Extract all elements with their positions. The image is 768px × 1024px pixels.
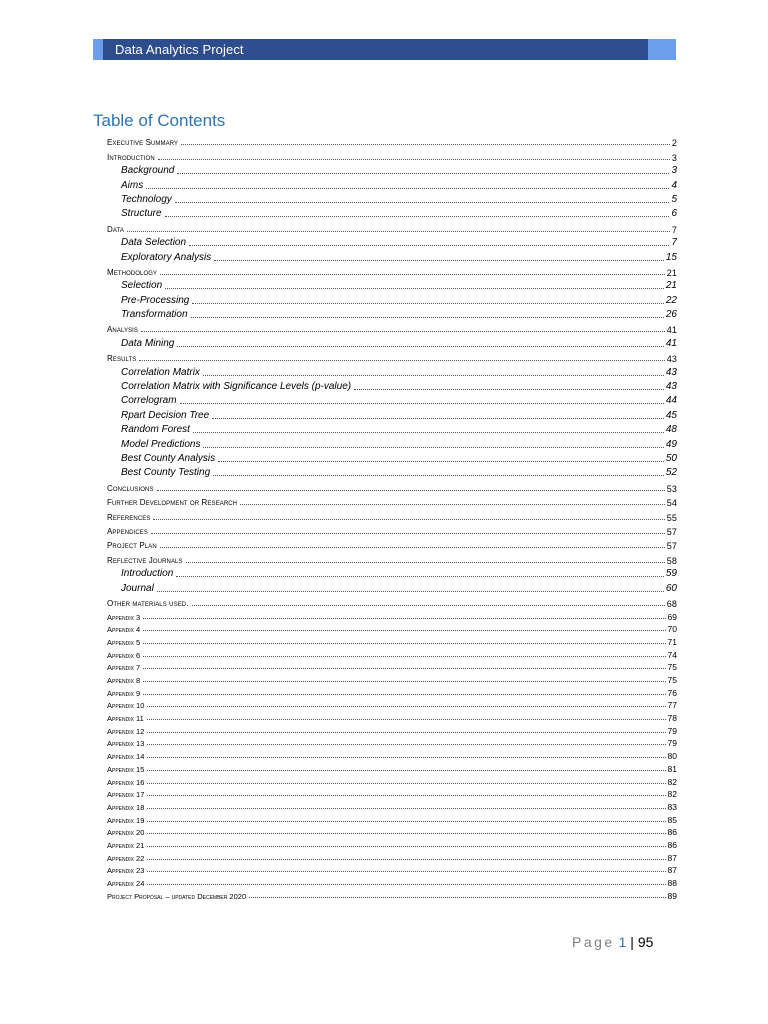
toc-entry-page: 43: [666, 354, 677, 365]
toc-list: [107, 134, 677, 901]
toc-dot-leader: [181, 143, 670, 145]
toc-dot-leader: [160, 273, 665, 275]
toc-entry-page: 57: [666, 526, 677, 537]
toc-entry-page: 86: [667, 839, 677, 850]
toc-entry-label: Data: [107, 224, 124, 234]
toc-entry[interactable]: [107, 364, 677, 378]
toc-entry[interactable]: [107, 736, 677, 749]
toc-entry-label: Reflective Journals: [107, 555, 183, 565]
toc-dot-leader: [213, 474, 664, 476]
toc-entry-page: 81: [667, 763, 677, 774]
toc-entry-label: Appendix 22: [107, 853, 145, 863]
toc-entry-label: Analysis: [107, 325, 139, 335]
toc-dot-leader: [175, 201, 670, 203]
toc-entry-label: Appendix 13: [107, 739, 145, 749]
toc-dot-leader: [141, 330, 665, 332]
toc-entry-page: 48: [665, 424, 677, 436]
toc-entry[interactable]: [107, 220, 677, 234]
toc-entry-page: 53: [666, 483, 677, 494]
toc-entry[interactable]: [107, 148, 677, 162]
toc-entry-label: Correlogram: [121, 395, 177, 407]
toc-entry[interactable]: [107, 379, 677, 393]
toc-entry-label: Structure: [121, 208, 162, 220]
toc-entry-page: 60: [665, 582, 677, 594]
toc-dot-leader: [147, 769, 665, 771]
toc-entry[interactable]: [107, 837, 677, 850]
toc-dot-leader: [186, 561, 665, 563]
toc-entry-page: 54: [666, 498, 677, 509]
toc-entry[interactable]: [107, 875, 677, 888]
toc-entry-page: 7: [671, 224, 677, 235]
toc-dot-leader: [147, 794, 665, 796]
toc-entry-label: Other materials used.: [107, 598, 189, 608]
footer-current-page: 1: [618, 934, 627, 950]
toc-entry-page: 75: [667, 675, 677, 686]
toc-entry-page: 2: [671, 138, 677, 149]
toc-dot-leader: [157, 489, 665, 491]
header-title: Data Analytics Project: [115, 42, 244, 57]
toc-entry-label: Appendix 24: [107, 879, 145, 889]
toc-dot-leader: [151, 532, 665, 534]
toc-entry[interactable]: [107, 494, 677, 508]
toc-dot-leader: [147, 870, 665, 872]
toc-entry-page: 74: [667, 649, 677, 660]
toc-entry-label: Data Mining: [121, 337, 175, 349]
toc-entry[interactable]: [107, 566, 677, 580]
toc-entry[interactable]: [107, 622, 677, 635]
toc-entry-page: 75: [667, 662, 677, 673]
toc-entry-page: 89: [667, 890, 677, 901]
toc-dot-leader: [147, 718, 666, 720]
toc-entry-label: Appendix 12: [107, 726, 145, 736]
toc-entry-label: Appendix 19: [107, 815, 145, 825]
toc-entry-page: 58: [666, 555, 677, 566]
toc-entry-page: 77: [667, 700, 677, 711]
toc-entry[interactable]: [107, 580, 677, 594]
toc-entry[interactable]: [107, 748, 677, 761]
toc-entry-page: 50: [665, 452, 677, 464]
toc-dot-leader: [240, 503, 665, 505]
toc-entry[interactable]: [107, 710, 677, 723]
toc-entry[interactable]: [107, 192, 677, 206]
toc-heading: Table of Contents: [93, 111, 226, 130]
toc-entry-label: Project Plan: [107, 541, 157, 551]
toc-dot-leader: [143, 693, 665, 695]
toc-dot-leader: [191, 316, 664, 318]
toc-entry-label: Selection: [121, 280, 163, 292]
toc-dot-leader: [146, 187, 669, 189]
toc-entry-label: Appendix 3: [107, 612, 141, 622]
toc-entry[interactable]: [107, 863, 677, 876]
header-left-accent: [93, 39, 103, 60]
toc-dot-leader: [143, 617, 665, 619]
toc-entry-label: Further Development or Research: [107, 498, 238, 508]
toc-entry-label: Model Predictions: [121, 438, 201, 450]
toc-dot-leader: [147, 832, 665, 834]
toc-entry-page: 3: [671, 152, 677, 163]
toc-entry[interactable]: [107, 799, 677, 812]
toc-dot-leader: [218, 460, 664, 462]
toc-dot-leader: [147, 731, 665, 733]
toc-entry[interactable]: [107, 407, 677, 421]
toc-dot-leader: [180, 402, 664, 404]
toc-dot-leader: [177, 172, 669, 174]
toc-dot-leader: [189, 244, 669, 246]
toc-entry-page: 15: [665, 251, 677, 263]
toc-entry[interactable]: [107, 479, 677, 493]
toc-entry-page: 79: [667, 725, 677, 736]
toc-entry-label: Appendices: [107, 526, 149, 536]
toc-entry[interactable]: [107, 672, 677, 685]
toc-entry-page: 71: [667, 636, 677, 647]
toc-dot-leader: [147, 705, 665, 707]
toc-entry[interactable]: [107, 292, 677, 306]
toc-dot-leader: [147, 756, 665, 758]
toc-dot-leader: [192, 302, 664, 304]
toc-dot-leader: [153, 518, 664, 520]
toc-dot-leader: [193, 431, 664, 433]
toc-entry[interactable]: [107, 888, 677, 901]
toc-dot-leader: [147, 858, 665, 860]
toc-entry-page: 4: [671, 179, 677, 191]
toc-entry-label: Results: [107, 354, 137, 364]
toc-entry-label: Project Proposal – updated December 2020: [107, 891, 247, 901]
toc-entry[interactable]: [107, 206, 677, 220]
toc-entry[interactable]: [107, 537, 677, 551]
toc-entry-page: 87: [667, 852, 677, 863]
toc-entry[interactable]: [107, 825, 677, 838]
toc-dot-leader: [143, 667, 665, 669]
toc-entry-page: 26: [665, 309, 677, 321]
toc-entry[interactable]: [107, 163, 677, 177]
toc-entry[interactable]: [107, 595, 677, 609]
toc-dot-leader: [147, 807, 665, 809]
footer-separator: |: [630, 934, 634, 950]
toc-entry-page: 69: [667, 611, 677, 622]
toc-dot-leader: [143, 655, 665, 657]
toc-dot-leader: [212, 417, 664, 419]
toc-dot-leader: [147, 820, 665, 822]
toc-dot-leader: [143, 629, 665, 631]
toc-entry-label: Methodology: [107, 267, 158, 277]
toc-dot-leader: [147, 845, 665, 847]
toc-dot-leader: [176, 575, 664, 577]
toc-entry-label: Appendix 5: [107, 637, 141, 647]
toc-entry-label: Appendix 23: [107, 866, 145, 876]
toc-dot-leader: [203, 446, 663, 448]
toc-entry[interactable]: [107, 551, 677, 565]
toc-entry-label: Appendix 18: [107, 802, 145, 812]
toc-entry-page: 88: [667, 878, 677, 889]
toc-entry-page: 83: [667, 801, 677, 812]
toc-dot-leader: [165, 215, 670, 217]
toc-entry-page: 21: [665, 280, 677, 292]
toc-entry[interactable]: [107, 451, 677, 465]
toc-entry-label: Appendix 8: [107, 676, 141, 686]
toc-dot-leader: [354, 388, 664, 390]
toc-entry-label: Appendix 7: [107, 663, 141, 673]
toc-entry-label: Appendix 10: [107, 701, 145, 711]
toc-entry[interactable]: [107, 761, 677, 774]
toc-entry-page: 49: [665, 438, 677, 450]
toc-entry-page: 82: [667, 789, 677, 800]
toc-entry-page: 68: [666, 598, 677, 609]
toc-dot-leader: [192, 604, 665, 606]
toc-entry[interactable]: [107, 660, 677, 673]
toc-dot-leader: [160, 546, 665, 548]
toc-dot-leader: [214, 259, 664, 261]
toc-entry-label: Introduction: [121, 568, 174, 580]
toc-dot-leader: [165, 287, 664, 289]
toc-entry[interactable]: [107, 177, 677, 191]
toc-entry-label: Appendix 11: [107, 714, 144, 724]
toc-entry[interactable]: [107, 249, 677, 263]
toc-entry[interactable]: [107, 634, 677, 647]
toc-entry-label: Appendix 15: [107, 764, 145, 774]
toc-entry-page: 22: [665, 294, 677, 306]
toc-entry-label: Best County Analysis: [121, 452, 216, 464]
toc-entry-label: Random Forest: [121, 424, 190, 436]
toc-entry-page: 41: [666, 325, 677, 336]
toc-entry-page: 78: [667, 713, 677, 724]
toc-entry-page: 5: [671, 193, 677, 205]
toc-dot-leader: [143, 642, 665, 644]
toc-entry[interactable]: [107, 235, 677, 249]
toc-dot-leader: [147, 883, 665, 885]
toc-entry-label: Introduction: [107, 152, 155, 162]
toc-entry-label: Exploratory Analysis: [121, 251, 212, 263]
toc-dot-leader: [249, 896, 665, 898]
toc-entry-page: 76: [667, 687, 677, 698]
toc-entry-label: Aims: [121, 179, 144, 191]
toc-entry-page: 41: [665, 337, 677, 349]
toc-entry-label: Conclusions: [107, 483, 154, 493]
toc-entry-label: Appendix 9: [107, 688, 141, 698]
toc-entry[interactable]: [107, 264, 677, 278]
toc-entry[interactable]: [107, 393, 677, 407]
toc-entry[interactable]: [107, 350, 677, 364]
toc-entry[interactable]: [107, 812, 677, 825]
toc-entry[interactable]: [107, 321, 677, 335]
toc-entry[interactable]: [107, 134, 677, 148]
toc-entry-page: 87: [667, 865, 677, 876]
toc-entry-page: 3: [671, 165, 677, 177]
page-footer: [572, 934, 653, 950]
toc-entry-label: Appendix 4: [107, 625, 141, 635]
toc-entry-page: 80: [667, 751, 677, 762]
toc-entry[interactable]: [107, 523, 677, 537]
toc-entry-page: 59: [665, 568, 677, 580]
toc-entry-label: Data Selection: [121, 237, 187, 249]
footer-total-pages: 95: [637, 934, 654, 950]
toc-dot-leader: [203, 374, 664, 376]
toc-entry-page: 85: [667, 814, 677, 825]
toc-entry[interactable]: [107, 723, 677, 736]
toc-entry-page: 6: [671, 208, 677, 220]
toc-entry[interactable]: [107, 335, 677, 349]
toc-dot-leader: [139, 359, 664, 361]
toc-entry[interactable]: [107, 278, 677, 292]
toc-entry[interactable]: [107, 850, 677, 863]
toc-entry-label: Correlation Matrix: [121, 366, 200, 378]
toc-entry[interactable]: [107, 698, 677, 711]
toc-entry-label: Transformation: [121, 309, 188, 321]
toc-entry-label: Correlation Matrix with Significance Levels (p-value): [121, 381, 352, 393]
toc-entry-page: 82: [667, 776, 677, 787]
toc-entry[interactable]: [107, 685, 677, 698]
toc-entry-label: Appendix 20: [107, 828, 145, 838]
toc-entry-page: 21: [666, 267, 677, 278]
toc-entry-page: 79: [667, 738, 677, 749]
toc-entry-page: 52: [665, 467, 677, 479]
toc-entry-page: 7: [671, 237, 677, 249]
toc-entry[interactable]: [107, 307, 677, 321]
toc-entry-page: 57: [666, 541, 677, 552]
toc-dot-leader: [158, 158, 670, 160]
toc-entry-page: 43: [665, 366, 677, 378]
toc-entry[interactable]: [107, 609, 677, 622]
toc-dot-leader: [157, 590, 664, 592]
toc-dot-leader: [147, 743, 665, 745]
toc-entry-page: 43: [665, 381, 677, 393]
toc-entry-label: Appendix 6: [107, 650, 141, 660]
toc-entry-page: 45: [665, 409, 677, 421]
toc-entry-label: Appendix 14: [107, 752, 145, 762]
toc-entry-page: 86: [667, 827, 677, 838]
toc-entry[interactable]: [107, 422, 677, 436]
toc-entry-label: Appendix 21: [107, 840, 145, 850]
toc-entry-label: Pre-Processing: [121, 294, 190, 306]
toc-entry-label: References: [107, 512, 151, 522]
toc-entry-label: Appendix 16: [107, 777, 145, 787]
toc-entry-label: Best County Testing: [121, 467, 211, 479]
toc-entry[interactable]: [107, 436, 677, 450]
toc-dot-leader: [127, 230, 670, 232]
toc-entry-label: Rpart Decision Tree: [121, 409, 210, 421]
toc-entry-label: Background: [121, 165, 175, 177]
header-right-accent: [648, 39, 676, 60]
toc-entry-label: Journal: [121, 582, 154, 594]
toc-entry[interactable]: [107, 787, 677, 800]
toc-entry-label: Executive Summary: [107, 138, 179, 148]
toc-entry[interactable]: [107, 465, 677, 479]
running-header: [93, 39, 676, 60]
toc-entry-page: 70: [667, 624, 677, 635]
toc-entry-page: 44: [665, 395, 677, 407]
toc-dot-leader: [147, 782, 665, 784]
toc-entry-label: Technology: [121, 193, 172, 205]
toc-dot-leader: [177, 345, 664, 347]
footer-page-word: Page: [572, 934, 615, 950]
toc-entry-label: Appendix 17: [107, 790, 145, 800]
toc-entry[interactable]: [107, 508, 677, 522]
toc-entry-page: 55: [666, 512, 677, 523]
toc-entry[interactable]: [107, 647, 677, 660]
toc-entry[interactable]: [107, 774, 677, 787]
toc-dot-leader: [143, 680, 665, 682]
